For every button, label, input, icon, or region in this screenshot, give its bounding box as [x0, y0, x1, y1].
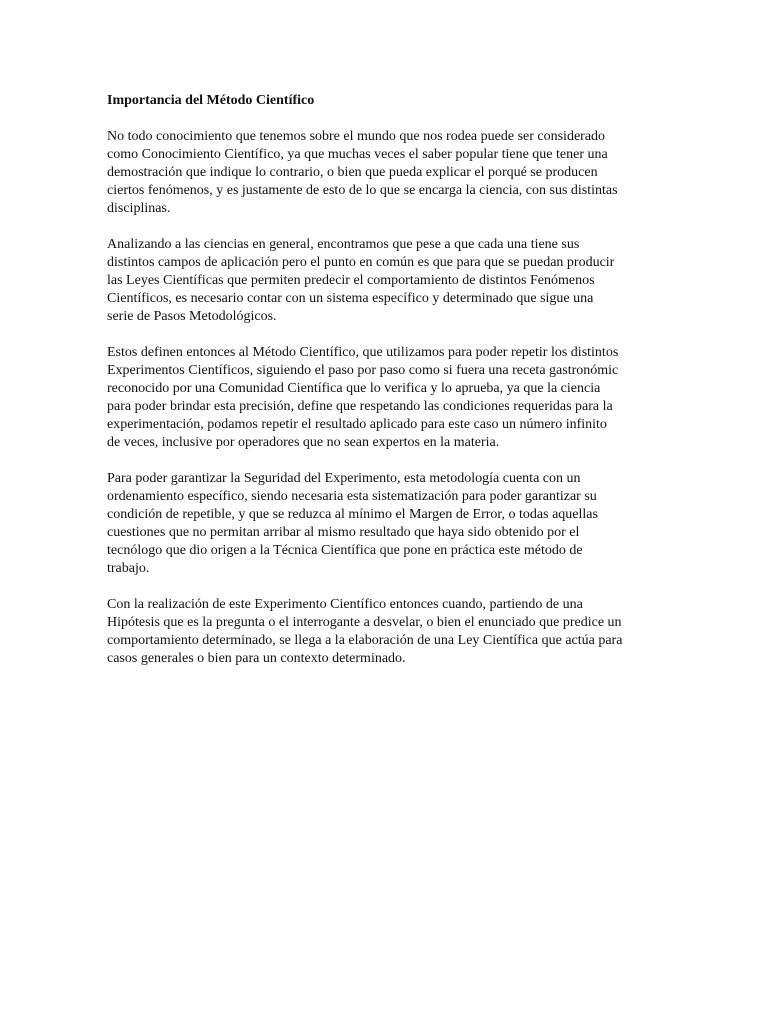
document-page — [107, 92, 667, 686]
paragraph-line: Estos definen entonces al Método Científico, que utilizamos para poder repetir los distintos — [107, 345, 619, 360]
paragraph-line: como Conocimiento Científico, ya que muchas veces el saber popular tiene que tener una — [107, 147, 608, 162]
paragraph-line: trabajo. — [107, 561, 150, 576]
paragraph-line: Hipótesis que es la pregunta o el interrogante a desvelar, o bien el enunciado que predice un — [107, 615, 622, 630]
paragraph-line: condición de repetible, y que se reduzca al mínimo el Margen de Error, o todas aquellas — [107, 507, 598, 522]
paragraph-4 — [107, 470, 667, 578]
paragraph-line: casos generales o bien para un contexto determinado. — [107, 651, 406, 666]
paragraph-line: ciertos fenómenos, y es justamente de esto de lo que se encarga la ciencia, con sus distintas — [107, 183, 618, 198]
paragraph-line: Analizando a las ciencias en general, encontramos que pese a que cada una tiene sus — [107, 237, 580, 252]
paragraph-line: cuestiones que no permitan arribar al mismo resultado que haya sido obtenido por el — [107, 525, 580, 540]
paragraph-line: tecnólogo que dio origen a la Técnica Científica que pone en práctica este método de — [107, 543, 583, 558]
paragraph-line: demostración que indique lo contrario, o bien que pueda explicar el porqué se producen — [107, 165, 598, 180]
paragraph-3 — [107, 344, 667, 452]
paragraph-line: de veces, inclusive por operadores que no sean expertos en la materia. — [107, 435, 500, 450]
paragraph-line: Experimentos Científicos, siguiendo el paso por paso como si fuera una receta gastronómic — [107, 363, 619, 378]
paragraph-line: Para poder garantizar la Seguridad del Experimento, esta metodología cuenta con un — [107, 471, 581, 486]
paragraph-line: reconocido por una Comunidad Científica que lo verifica y lo aprueba, ya que la ciencia — [107, 381, 601, 396]
paragraph-line: distintos campos de aplicación pero el punto en común es que para que se puedan producir — [107, 255, 615, 270]
document-title: Importancia del Método Científico — [107, 93, 315, 108]
paragraph-line: Con la realización de este Experimento Científico entonces cuando, partiendo de una — [107, 597, 583, 612]
paragraph-1 — [107, 128, 667, 218]
paragraph-line: experimentación, podamos repetir el resultado aplicado para este caso un número infinito — [107, 417, 607, 432]
paragraph-5 — [107, 596, 667, 668]
paragraph-line: No todo conocimiento que tenemos sobre el mundo que nos rodea puede ser considerado — [107, 129, 606, 144]
paragraph-line: ordenamiento específico, siendo necesaria esta sistematización para poder garantizar su — [107, 489, 597, 504]
paragraph-line: comportamiento determinado, se llega a la elaboración de una Ley Científica que actúa para — [107, 633, 623, 648]
paragraph-2 — [107, 236, 667, 326]
paragraph-line: serie de Pasos Metodológicos. — [107, 309, 277, 324]
paragraph-line: para poder brindar esta precisión, define que respetando las condiciones requeridas para la — [107, 399, 613, 414]
paragraph-line: Científicos, es necesario contar con un sistema específico y determinado que sigue una — [107, 291, 594, 306]
paragraph-line: disciplinas. — [107, 201, 171, 216]
paragraph-line: las Leyes Científicas que permiten predecir el comportamiento de distintos Fenómenos — [107, 273, 595, 288]
